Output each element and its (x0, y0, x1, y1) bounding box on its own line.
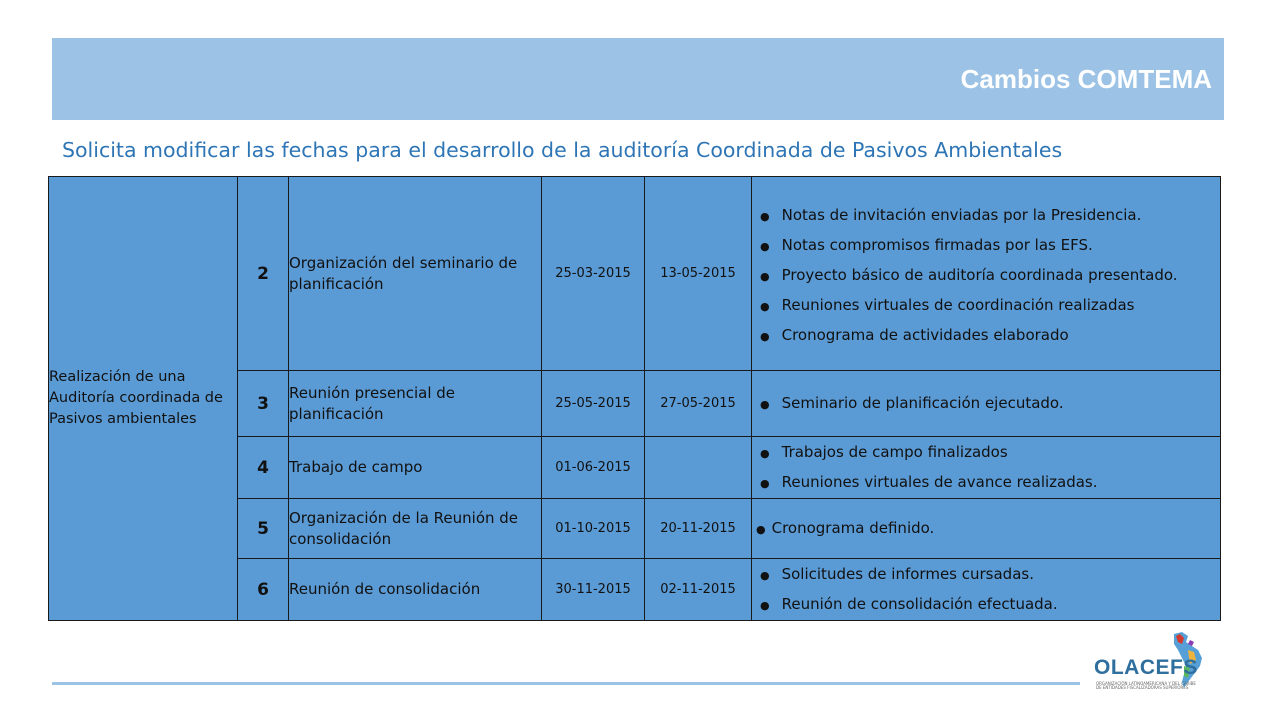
row-number: 5 (238, 499, 289, 559)
list-item: ● Reuniones virtuales de coordinación realizadas (760, 295, 1135, 314)
row-number: 6 (238, 559, 289, 621)
list-item: ● Notas de invitación enviadas por la Presidencia. (760, 205, 1142, 224)
start-date: 01-06-2015 (542, 437, 645, 499)
list-item: ● Seminario de planificación ejecutado. (760, 393, 1064, 412)
row-number: 4 (238, 437, 289, 499)
products-cell (752, 499, 1221, 559)
slide-subtitle: Solicita modificar las fechas para el desarrollo de la auditoría Coordinada de Pasivos Ambientales (62, 138, 1063, 162)
start-date: 25-05-2015 (542, 371, 645, 437)
bullet-icon: ● (760, 568, 770, 582)
products-cell (752, 371, 1221, 437)
start-date: 25-03-2015 (542, 177, 645, 371)
products-cell (752, 437, 1221, 499)
list-item: ● Trabajos de campo finalizados (760, 442, 1008, 461)
bullet-icon: ● (760, 476, 770, 490)
schedule-table (48, 176, 1221, 621)
end-date: 27-05-2015 (645, 371, 752, 437)
list-item: ● Reunión de consolidación efectuada. (760, 594, 1058, 613)
bullet-icon: ● (756, 522, 766, 536)
task-cell: Organización de la Reunión de consolidación (289, 499, 542, 559)
products-cell (752, 559, 1221, 621)
olacefs-logo (1090, 630, 1210, 692)
start-date: 30-11-2015 (542, 559, 645, 621)
task-cell: Trabajo de campo (289, 437, 542, 499)
list-item: ● Cronograma definido. (756, 518, 935, 537)
row-number: 3 (238, 371, 289, 437)
row-number: 2 (238, 177, 289, 371)
end-date: 20-11-2015 (645, 499, 752, 559)
list-item: ● Proyecto básico de auditoría coordinada presentado. (760, 265, 1178, 284)
logo-tagline: ORGANIZACIÓN LATINOAMERICANA Y DEL CARIBE DE ENTIDADES FISCALIZADORAS SUPERIORES (1096, 681, 1196, 690)
task-cell: Organización del seminario de planificación (289, 177, 542, 371)
start-date: 01-10-2015 (542, 499, 645, 559)
table-row (49, 177, 1221, 371)
slide-title: Cambios COMTEMA (960, 64, 1212, 94)
activity-cell: Realización de una Auditoría coordinada de Pasivos ambientales (49, 177, 238, 621)
bullet-icon: ● (760, 299, 770, 313)
task-cell: Reunión de consolidación (289, 559, 542, 621)
footer-divider (52, 682, 1080, 685)
bullet-icon: ● (760, 397, 770, 411)
products-cell (752, 177, 1221, 371)
logo-text: OLACEFS (1094, 656, 1198, 679)
list-item: ● Solicitudes de informes cursadas. (760, 564, 1034, 583)
bullet-icon: ● (760, 446, 770, 460)
header-band (52, 38, 1224, 120)
end-date: 02-11-2015 (645, 559, 752, 621)
list-item: ● Cronograma de actividades elaborado (760, 325, 1069, 344)
bullet-icon: ● (760, 269, 770, 283)
list-item: ● Reuniones virtuales de avance realizadas. (760, 472, 1098, 491)
bullet-icon: ● (760, 329, 770, 343)
bullet-icon: ● (760, 209, 770, 223)
end-date: 13-05-2015 (645, 177, 752, 371)
list-item: ● Notas compromisos firmadas por las EFS. (760, 235, 1093, 254)
end-date (645, 437, 752, 499)
task-cell: Reunión presencial de planificación (289, 371, 542, 437)
bullet-icon: ● (760, 239, 770, 253)
bullet-icon: ● (760, 598, 770, 612)
